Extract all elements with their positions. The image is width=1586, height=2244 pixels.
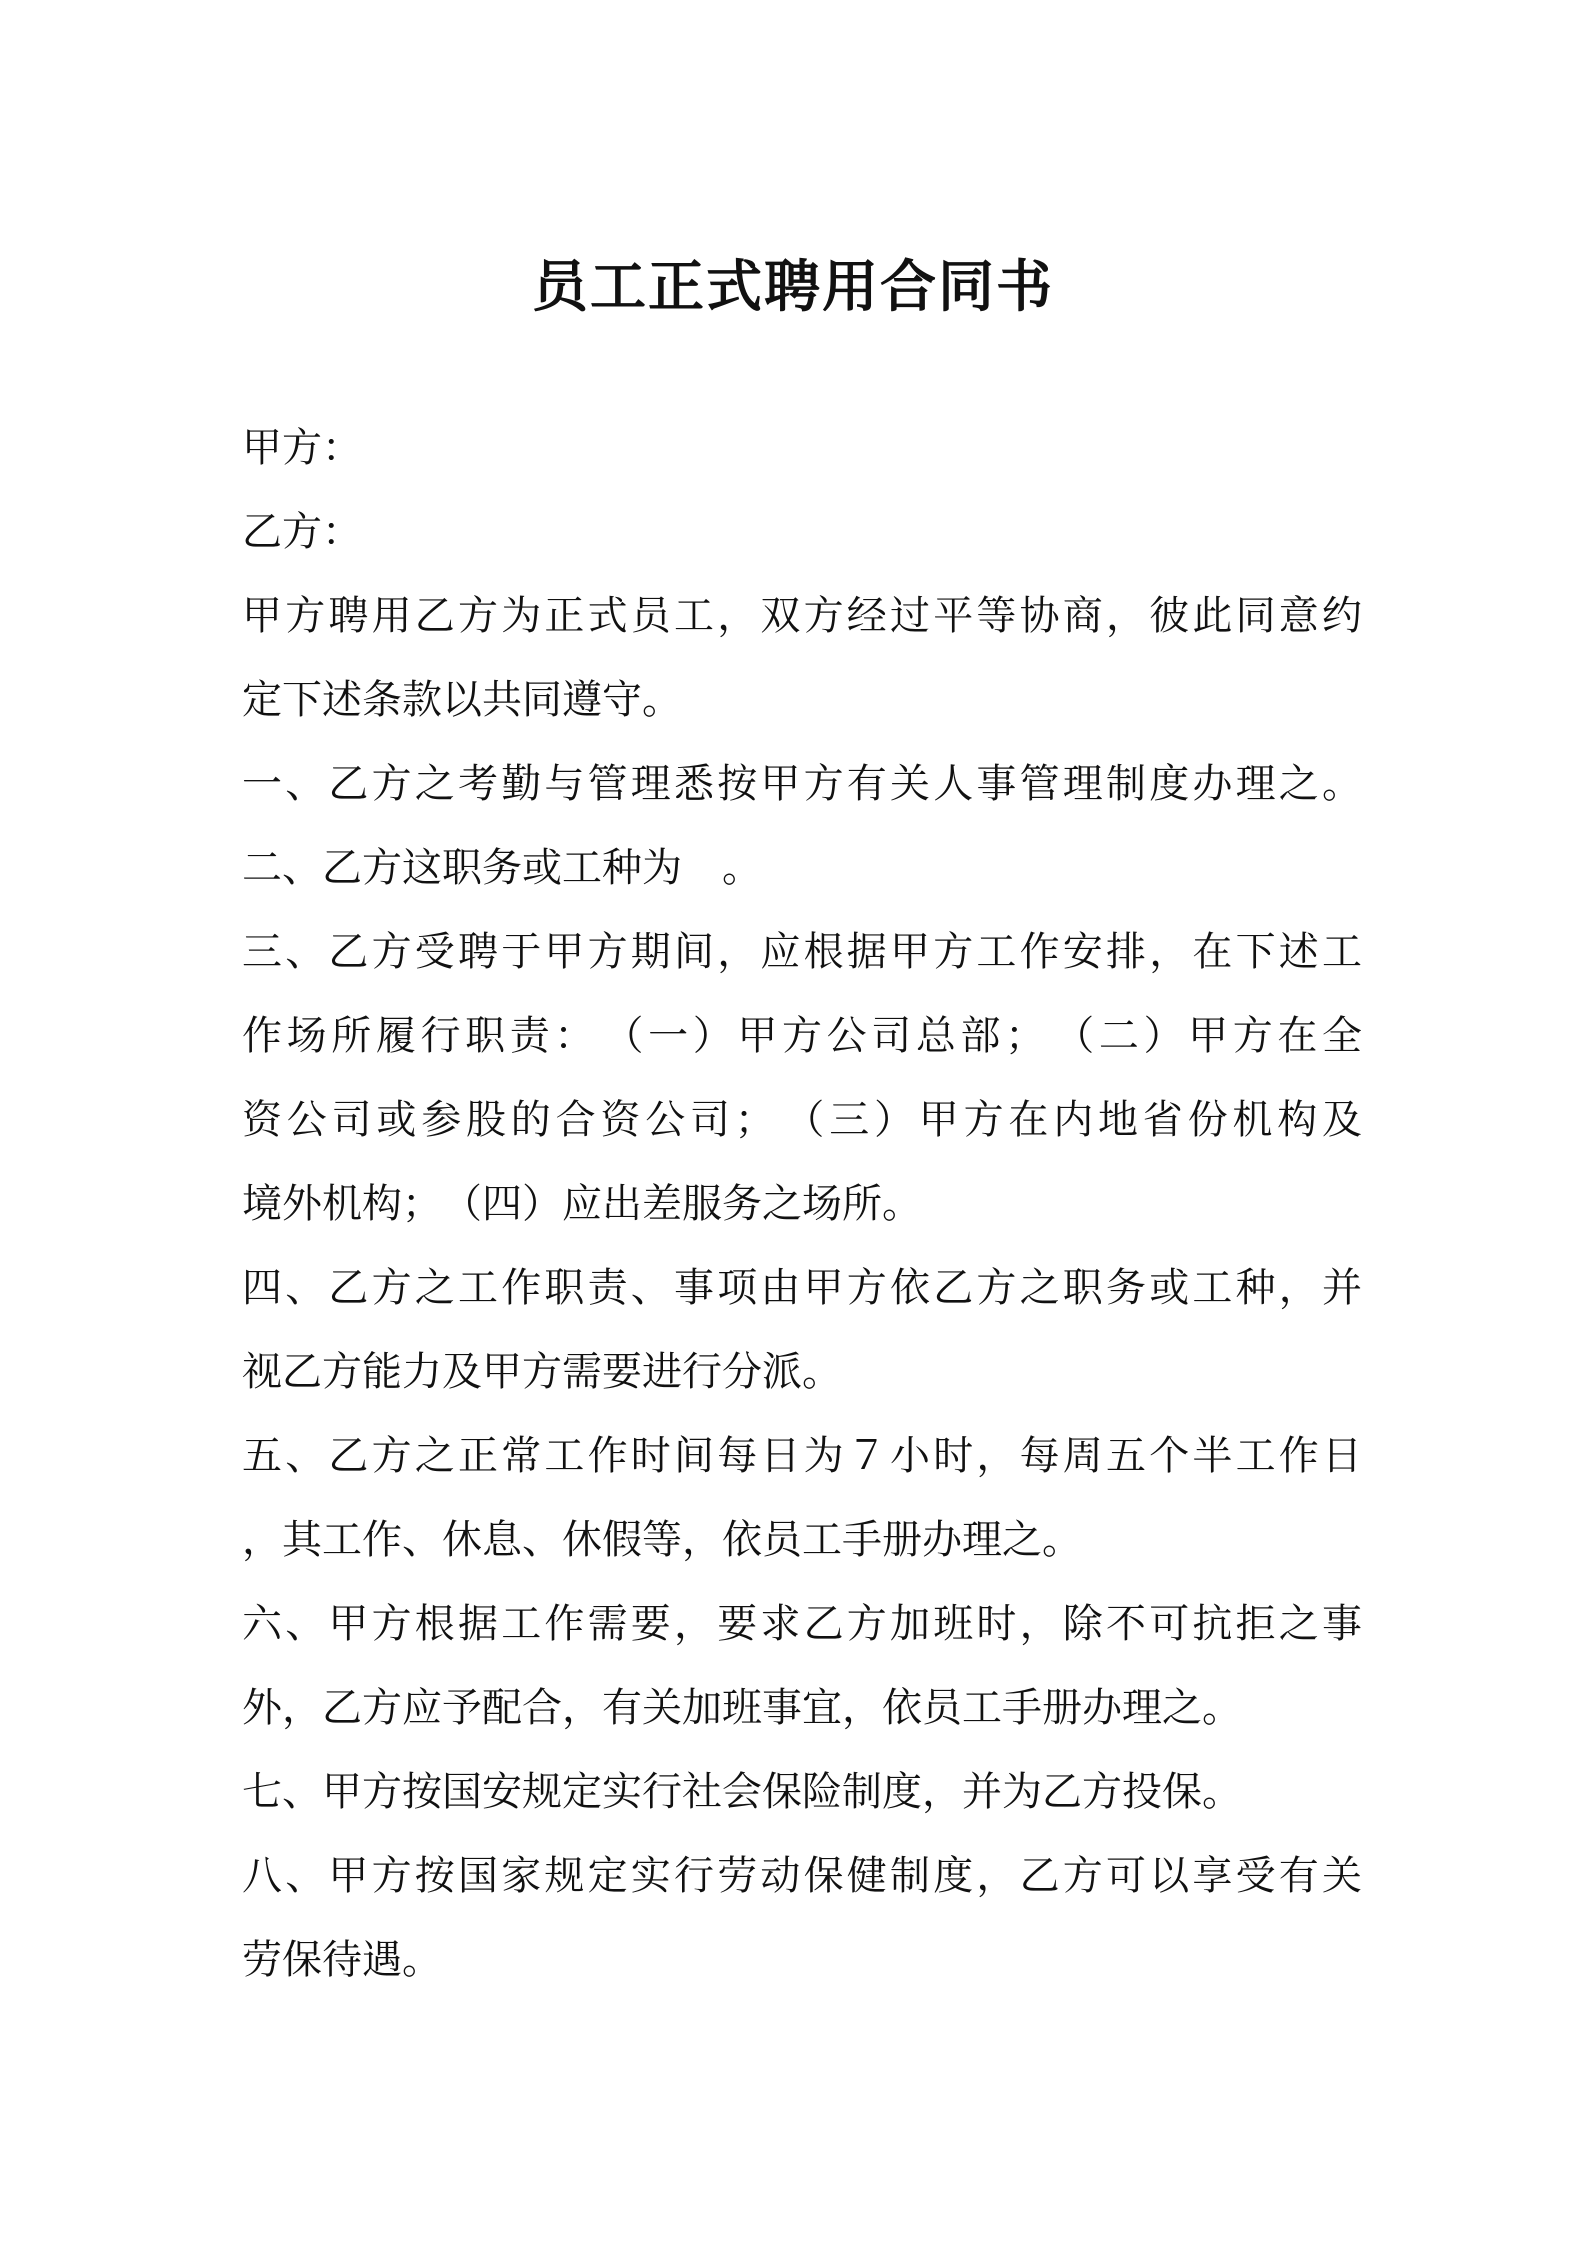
clause-1-line-1: 一、乙方之考勤与管理悉按甲方有关人事管理制度办理之。: [242, 761, 1362, 807]
clause-6-line-2: 外，乙方应予配合，有关加班事宜，依员工手册办理之。: [242, 1685, 1242, 1731]
clause-3-line-3: 资公司或参股的合资公司； （三）甲方在内地省份机构及: [242, 1097, 1362, 1143]
clause-8-line-1: 八、甲方按国家规定实行劳动保健制度，乙方可以享受有关: [242, 1853, 1362, 1899]
clause-3-line-4: 境外机构； （四）应出差服务之场所。: [242, 1181, 922, 1227]
clause-6-line-1: 六、甲方根据工作需要，要求乙方加班时，除不可抗拒之事: [242, 1601, 1362, 1647]
document-title: 员工正式聘用合同书: [532, 255, 1054, 320]
clause-5-line-1: 五、乙方之正常工作时间每日为７小时，每周五个半工作日: [242, 1433, 1362, 1479]
intro-line-2: 定下述条款以共同遵守。: [242, 677, 682, 723]
clause-4-line-1: 四、乙方之工作职责、事项由甲方依乙方之职务或工种，并: [242, 1265, 1362, 1311]
clause-3-line-2: 作场所履行职责： （一）甲方公司总部； （二）甲方在全: [242, 1013, 1362, 1059]
party-a-line: 甲方：: [242, 425, 362, 471]
clause-5-line-2: ，其工作、休息、休假等，依员工手册办理之。: [242, 1517, 1082, 1563]
clause-3-line-1: 三、乙方受聘于甲方期间，应根据甲方工作安排，在下述工: [242, 929, 1362, 975]
party-b-line: 乙方：: [242, 509, 362, 555]
clause-2-line-1: 二、乙方这职务或工种为 。: [242, 845, 762, 891]
clause-7-line-1: 七、甲方按国安规定实行社会保险制度，并为乙方投保。: [242, 1769, 1242, 1815]
intro-line-1: 甲方聘用乙方为正式员工，双方经过平等协商，彼此同意约: [242, 593, 1362, 639]
clause-8-line-2: 劳保待遇。: [242, 1937, 442, 1983]
clause-4-line-2: 视乙方能力及甲方需要进行分派。: [242, 1349, 842, 1395]
